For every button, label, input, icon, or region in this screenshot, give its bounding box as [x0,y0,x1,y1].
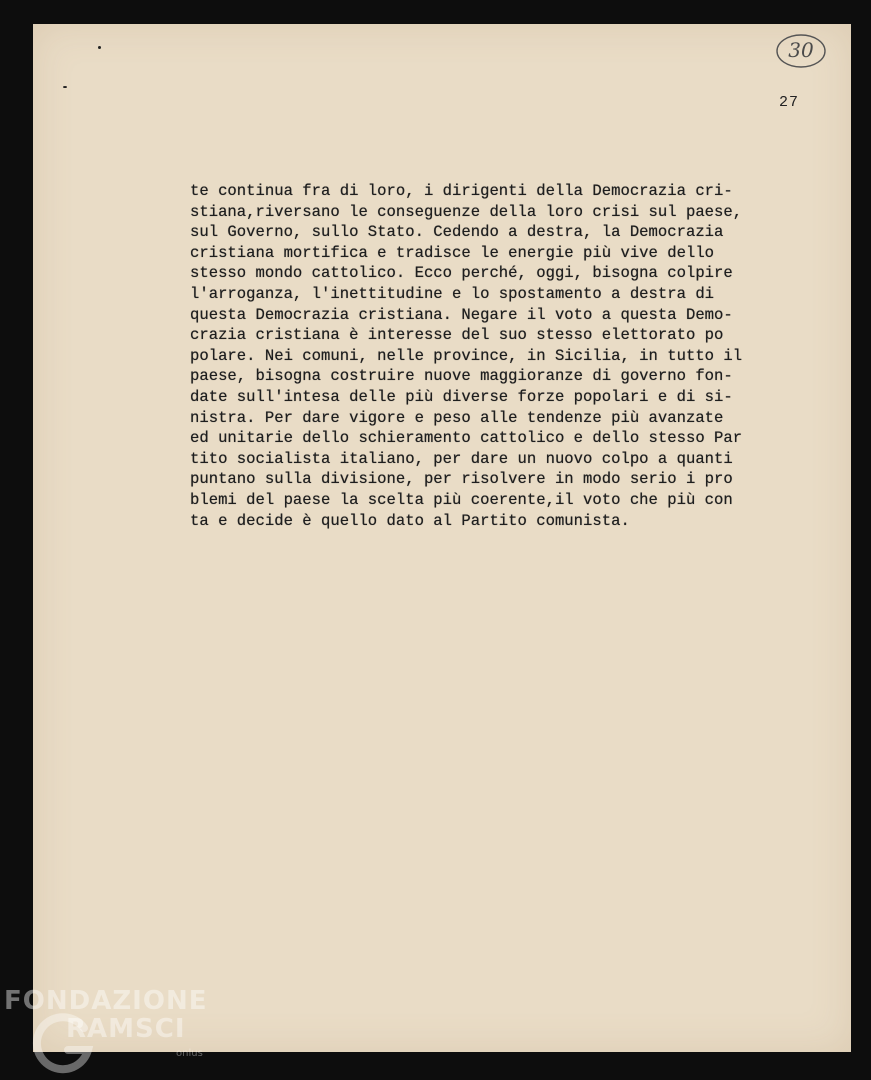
text-line: puntano sulla divisione, per risolvere in modo serio i pro [190,470,733,489]
watermark-suffix: onlus [176,1048,203,1059]
text-line: ta e decide è quello dato al Partito comunista. [190,511,630,530]
text-line: crazia cristiana è interesse del suo stesso elettorato po [190,326,724,345]
text-line: paese, bisogna costruire nuove maggioranze di governo fon- [190,367,733,386]
text-line: nistra. Per dare vigore e peso alle tendenze più avanzate [190,408,724,427]
watermark-line-2: RAMSCI [66,1014,186,1044]
text-line: l'arroganza, l'inettitudine e lo spostamento a destra di [190,284,715,303]
paper-sheet [33,24,851,1052]
text-line: te continua fra di loro, i dirigenti della Democrazia cri- [190,182,733,200]
text-line: stesso mondo cattolico. Ecco perché, oggi, bisogna colpire [190,264,733,283]
watermark-logo [4,986,234,1080]
text-line: questa Democrazia cristiana. Negare il voto a questa Demo- [190,305,733,324]
text-line: stiana,riversano le conseguenze della loro crisi sul paese, [190,202,743,221]
typewritten-body [190,181,810,531]
page-number: 27 [779,94,800,111]
text-line: sul Governo, sullo Stato. Cedendo a destra, la Democrazia [190,223,724,242]
text-line: ed unitarie dello schieramento cattolico e dello stesso Par [190,429,743,448]
ink-speck [98,46,101,49]
ink-speck [63,86,67,88]
text-line: polare. Nei comuni, nelle province, in Sicilia, in tutto il [190,346,743,365]
folio-number: 30 [788,38,814,62]
watermark-line-1: FONDAZIONE [4,986,208,1016]
text-line: tito socialista italiano, per dare un nuovo colpo a quanti [190,449,733,468]
folio-stamp [775,32,827,70]
text-line: cristiana mortifica e tradisce le energie più vive dello [190,243,715,262]
text-line: blemi del paese la scelta più coerente,il voto che più con [190,490,733,509]
text-line: date sull'intesa delle più diverse forze popolari e di si- [190,387,733,406]
